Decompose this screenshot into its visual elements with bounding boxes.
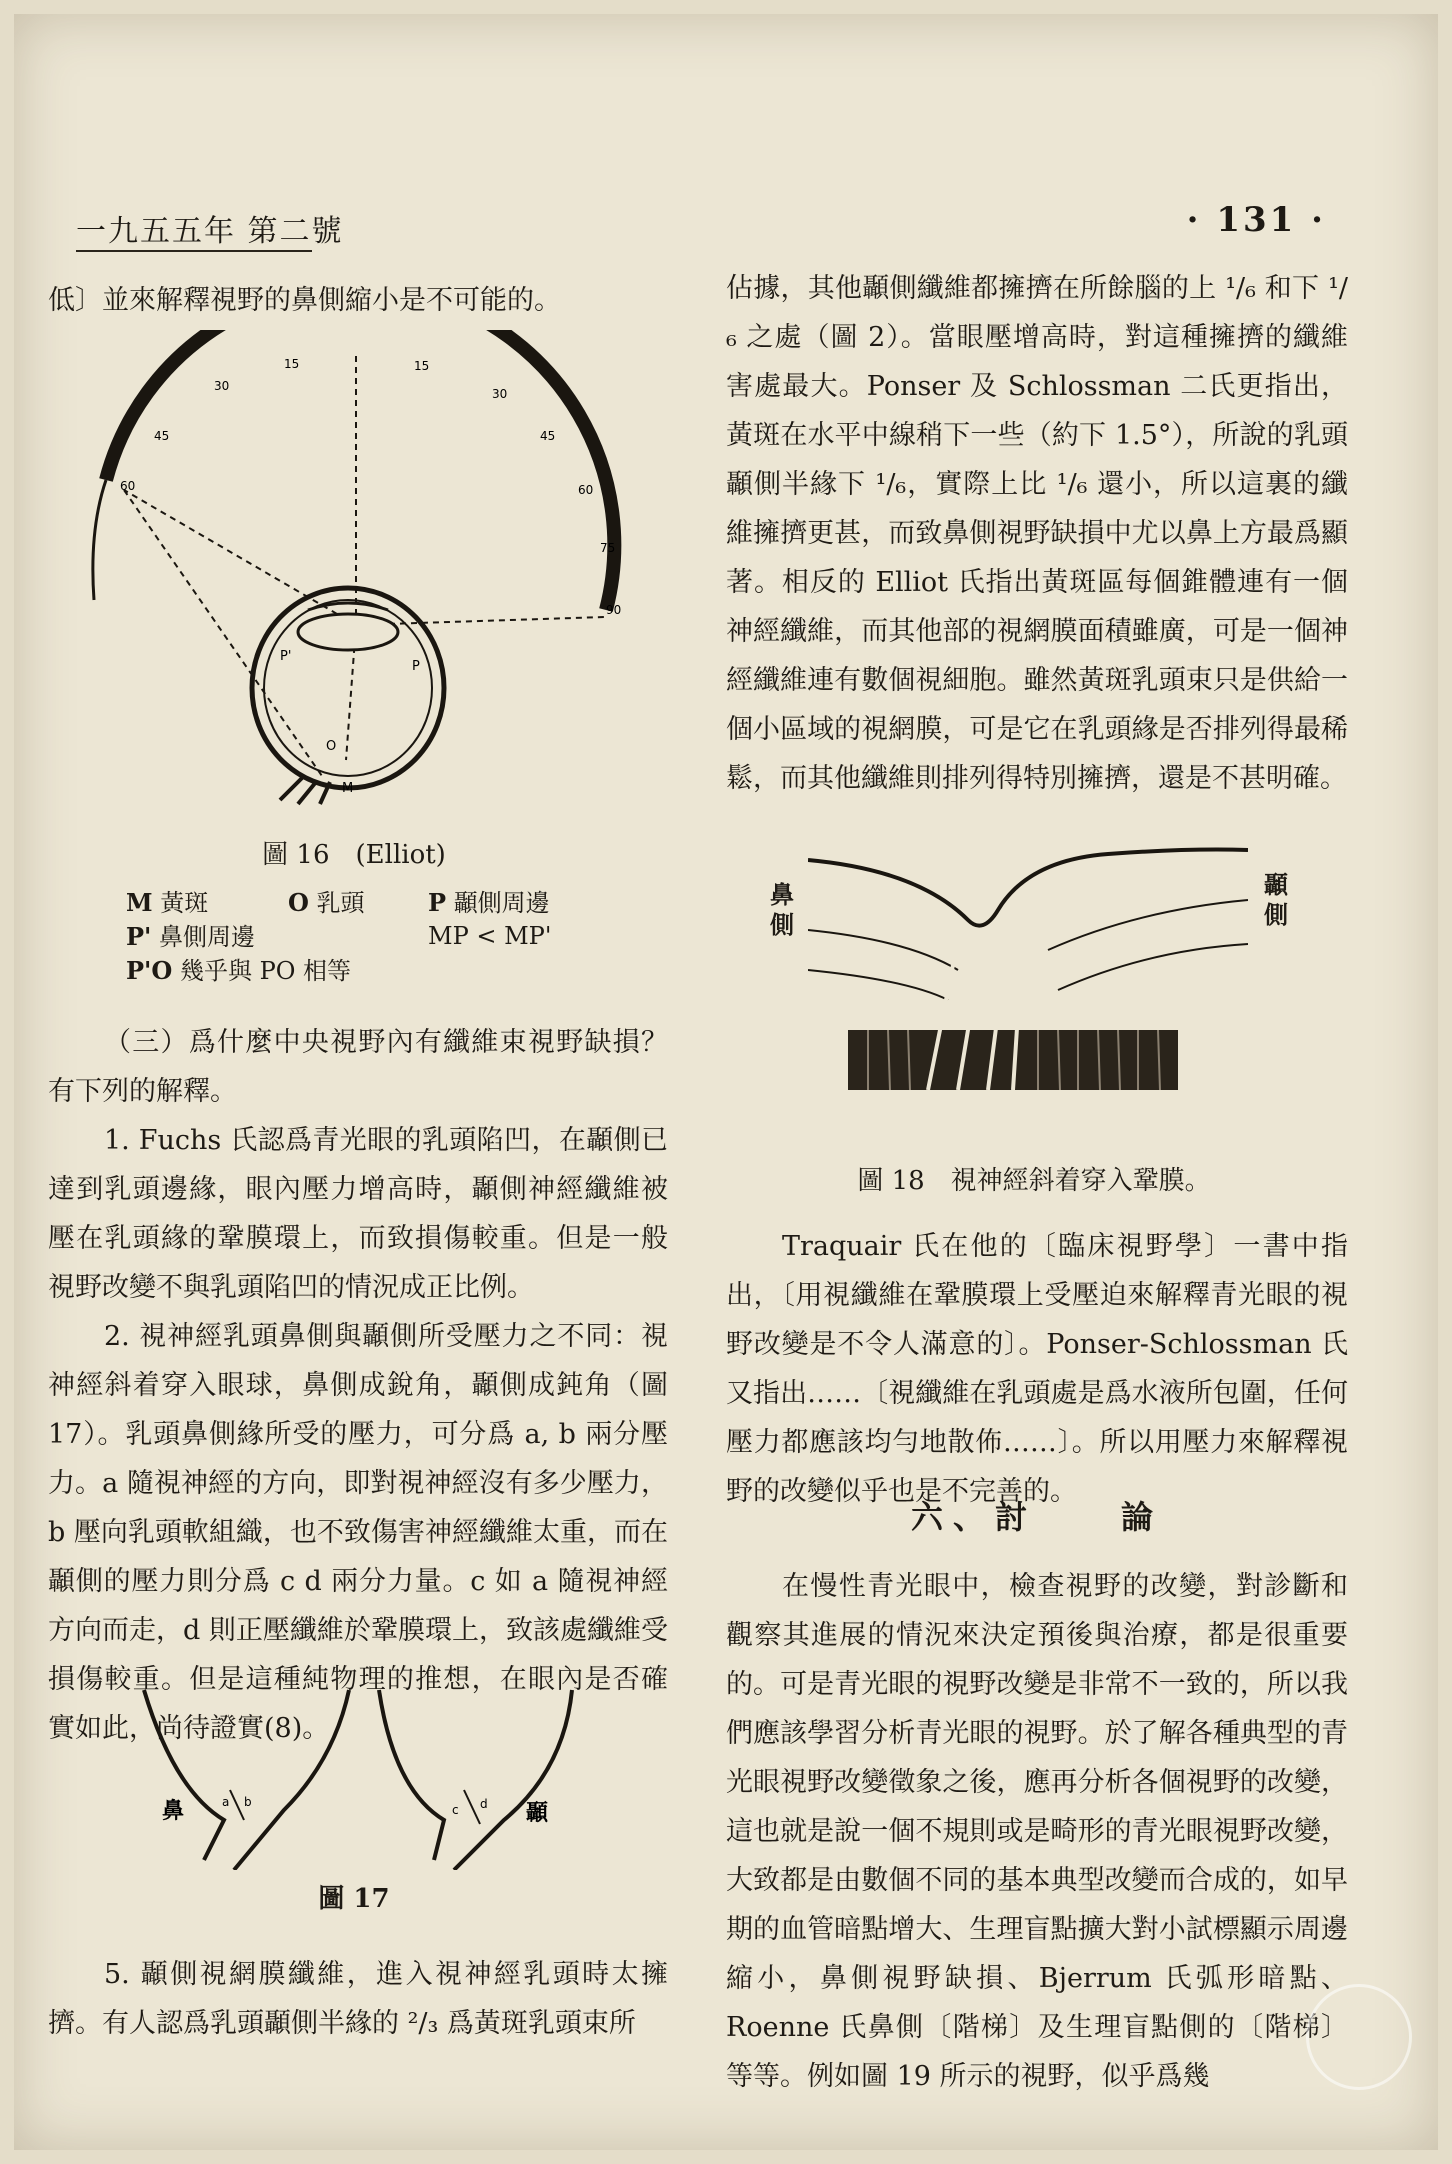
eye-label: P xyxy=(412,659,420,674)
force-label: d xyxy=(480,1797,488,1811)
lens xyxy=(298,614,398,650)
explanation-item-5: 5. 顳側視網膜纖維，進入視神經乳頭時太擁擠。有人認爲乳頭顳側半緣的 ²/₃ 爲黃斑乳頭束所 xyxy=(48,1959,668,2039)
eye-label: O xyxy=(326,739,337,754)
left-column-bottom xyxy=(48,1950,668,2048)
scale-label: 45 xyxy=(540,429,556,443)
perimeter-arc xyxy=(106,330,614,610)
layer-line xyxy=(808,944,1248,1000)
explanation-item-2: 2. 視神經乳頭鼻側與顳側所受壓力之不同：視神經斜着穿入眼球，鼻側成銳角，顳側成鈍角（圖 17）。乳頭鼻側緣所受的壓力，可分爲 a, b 兩分壓力。a 隨視神經的方向，即對視神經沒有多少壓力，b 壓向乳頭軟組織，也不致傷害神經纖維太重，而在顳側的壓力則分爲 c d 兩分力量。c 如 a 隨視神經方向而走，d 則正壓纖維於鞏膜環上，致該處纖維受損傷較重。但是這種純物理的推想，在眼內是否確實如此，尚待證實(8)。 xyxy=(48,1321,668,1744)
figure-16-eye-diagram xyxy=(84,330,644,810)
journal-page xyxy=(14,14,1438,2150)
discussion-paragraph: 在慢性青光眼中，檢查視野的改變，對診斷和觀察其進展的情況來決定預後與治療，都是很重要的。可是青光眼的視野改變是非常不一致的，所以我們應該學習分析青光眼的視野。於了解各種典型的青光眼視野改變徵象之後，應再分析各個視野的改變，這也就是說一個不規則或是畸形的青光眼視野改變，大致都是由數個不同的基本典型改變而合成的，如早期的血管暗點增大、生理盲點擴大對小試標顯示周邊縮小，鼻側視野缺損、Bjerrum 氏弧形暗點、Roenne 氏鼻側〔階梯〕及生理盲點側的〔階梯〕等等。例如圖 19 所示的視野，似乎爲幾 xyxy=(726,1571,1348,2092)
continuation-paragraph: 佔據，其他顳側纖維都擁擠在所餘腦的上 ¹/₆ 和下 ¹/₆ 之處（圖 2）。當眼壓增高時，對這種擁擠的纖維害處最大。Ponser 及 Schlossman 二氏更指出，黃斑在水平中線稍下一些（約下 1.5°），所說的乳頭顳側半緣下 ¹/₆，實際上比 ¹/₆ 還小，所以這裏的纖維擁擠更甚，而致鼻側視野缺損中尤以鼻上方最爲顯著。相反的 Elliot 氏指出黃斑區每個錐體連有一個神經纖維，而其他部的視網膜面積雖廣，可是一個神經纖維連有數個視細胞。雖然黃斑乳頭束只是供給一個小區域的視網膜，可是它在乳頭緣是否排列得最稀鬆，而其他纖維則排列得特別擁擠，還是不甚明確。 xyxy=(726,273,1348,794)
scale-label: 15 xyxy=(284,357,300,371)
legend-item: P 顳側周邊 xyxy=(428,888,550,917)
force-label: c xyxy=(452,1803,459,1817)
figure-18-optic-nerve-section xyxy=(808,840,1248,1100)
right-column-discussion xyxy=(726,1562,1348,2101)
force-arrow xyxy=(464,1790,480,1824)
section-6-heading: 六、討 論 xyxy=(910,1498,1163,1536)
legend-item: P' 鼻側周邊 xyxy=(126,922,256,951)
left-top-line-text: 低〕並來解釋視野的鼻側縮小是不可能的。 xyxy=(48,285,561,316)
legend-item: MP < MP' xyxy=(428,922,552,950)
scale-label: 75 xyxy=(600,541,616,555)
traquair-paragraph: Traquair 氏在他的〔臨床視野學〕一書中指出，〔用視纖維在鞏膜環上受壓迫來解釋青光眼的視野改變是不令人滿意的〕。Ponser-Schlossman 氏又指出……〔視纖維在乳頭處是爲水液所包圍，任何壓力都應該均勻地散佈……〕。所以用壓力來解釋視野的改變似乎也是不完善的。 xyxy=(726,1231,1348,1507)
scale-label: 30 xyxy=(492,387,508,401)
running-header: 一九五五年 第二號 xyxy=(76,214,344,249)
figure-17-pressure-diagram xyxy=(134,1680,594,1870)
figure-18-caption: 圖 18 視神經斜着穿入鞏膜。 xyxy=(857,1166,1211,1196)
eye-label: P' xyxy=(280,649,292,664)
legend-item: O 乳頭 xyxy=(288,888,365,917)
right-column-traquair xyxy=(726,1222,1348,1516)
scale-label: 90 xyxy=(606,603,622,617)
layer-line xyxy=(808,900,1248,970)
scale-label: 45 xyxy=(154,429,170,443)
force-label: b xyxy=(244,1795,252,1809)
label-temporal: 顳 xyxy=(526,1801,549,1826)
scale-label: 30 xyxy=(214,379,230,393)
figure-18-label-temporal: 顳側 xyxy=(1264,870,1288,929)
scale-label: 60 xyxy=(120,479,136,493)
eye-label: M xyxy=(342,781,354,796)
nasal-wall-right xyxy=(234,1690,349,1870)
left-top-line xyxy=(48,276,668,325)
label-nasal: 鼻 xyxy=(162,1799,185,1824)
legend-item: M 黃斑 xyxy=(126,888,209,917)
left-column-body xyxy=(48,1018,668,1753)
page-number: · 131 · xyxy=(1186,200,1326,240)
retina-surface xyxy=(808,850,1248,926)
legend-item: P'O 幾乎與 PO 相等 xyxy=(126,956,352,985)
nasal-wall-left xyxy=(144,1690,224,1860)
explanation-item-1: 1. Fuchs 氏認爲青光眼的乳頭陷凹，在顳側已達到乳頭邊緣，眼內壓力增高時，顳側神經纖維被壓在乳頭緣的鞏膜環上，而致損傷較重。但是一般視野改變不與乳頭陷凹的情況成正比例。 xyxy=(48,1125,668,1303)
perimeter-arm xyxy=(93,480,106,600)
force-arrow xyxy=(230,1790,244,1820)
nasal-ray-2 xyxy=(124,490,322,776)
scale-label: 15 xyxy=(414,359,430,373)
temporal-wall-left xyxy=(379,1690,444,1860)
figure-17-caption: 圖 17 xyxy=(318,1884,390,1914)
section-3-heading: （三）爲什麼中央視野內有纖維束視野缺損？有下列的解釋。 xyxy=(48,1027,668,1107)
figure-18-label-nasal: 鼻側 xyxy=(770,880,794,939)
scale-label: 60 xyxy=(578,483,594,497)
figure-16-caption: 圖 16 (Elliot) xyxy=(262,840,446,870)
temporal-wall-right xyxy=(454,1690,572,1870)
header-rule xyxy=(76,250,312,252)
force-label: a xyxy=(222,1795,230,1809)
right-column-top xyxy=(726,264,1348,803)
figure-16-legend xyxy=(126,886,646,988)
watermark-seal xyxy=(1306,1984,1412,2090)
